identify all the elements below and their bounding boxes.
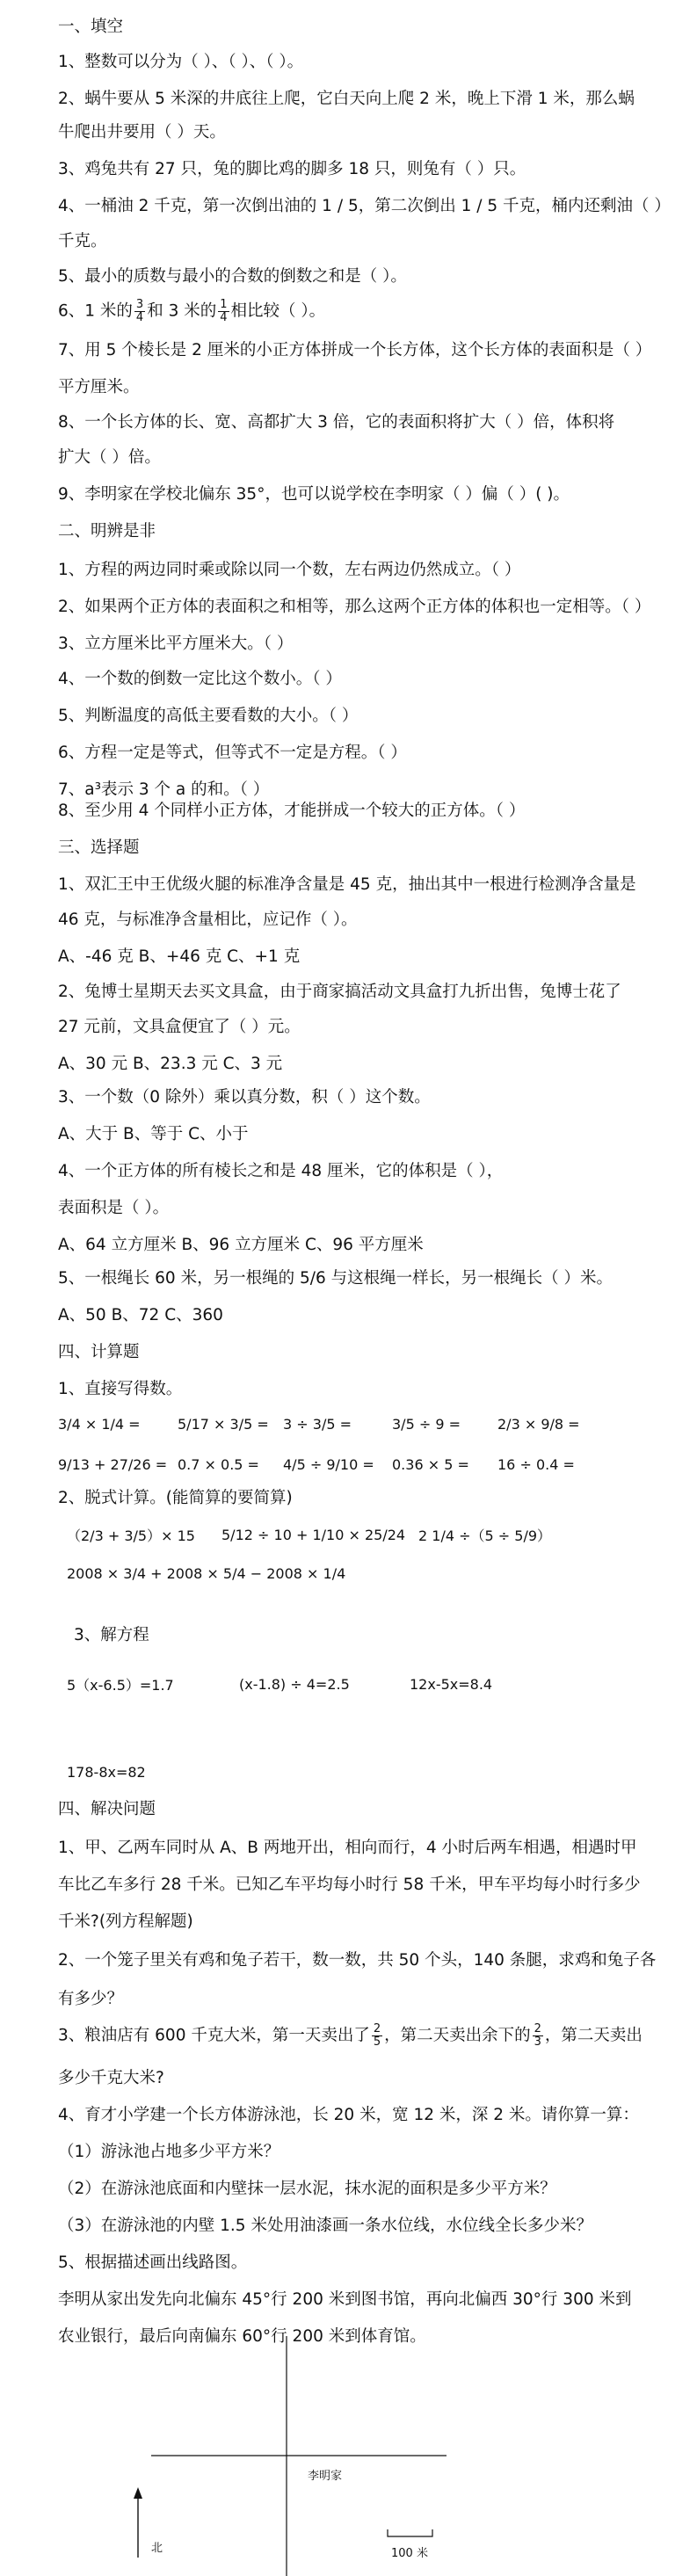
s5-q3-pre: 3、粮油店有 600 千克大米，第一天卖出了 <box>58 2026 370 2045</box>
s3-q4-options: A、64 立方厘米 B、96 立方厘米 C、96 平方厘米 <box>58 1236 424 1254</box>
s3-q1-line1: 1、双汇王中王优级火腿的标准净含量是 45 克，抽出其中一根进行检测净含量是 <box>58 875 636 894</box>
s5-q2-line1: 2、一个笼子里关有鸡和兔子若干，数一数，共 50 个头，140 条腿，求鸡和兔子各 <box>58 1951 657 1970</box>
s1-q7-line2: 平方厘米。 <box>58 378 140 396</box>
calc-item: 0.36 × 5 = <box>392 1455 469 1473</box>
s5-q4-sub1: （1）游泳池占地多少平方米？ <box>58 2143 280 2161</box>
s2-q6: 6、方程一定是等式，但等式不一定是方程。（ ） <box>58 744 407 762</box>
calc-item: 3 ÷ 3/5 = <box>283 1415 352 1433</box>
s5-q3-line2: 多少千克大米? <box>58 2069 164 2087</box>
s5-q5: 5、根据描述画出线路图。 <box>58 2253 248 2272</box>
s2-q1: 1、方程的两边同时乘或除以同一个数，左右两边仍然成立。（ ） <box>58 561 521 579</box>
s2-q7: 7、a³表示 3 个 a 的和。（ ） <box>58 780 270 799</box>
s1-q1: 1、整数可以分为（ ）、（ ）、（ ）。 <box>58 53 304 71</box>
calc-item: 0.7 × 0.5 = <box>178 1455 259 1473</box>
s3-q4-line1: 4、一个正方体的所有棱长之和是 48 厘米，它的体积是（ ）， <box>58 1162 504 1180</box>
calc-item: 5/17 × 3/5 = <box>178 1415 269 1433</box>
s2-q4: 4、一个数的倒数一定比这个数小。（ ） <box>58 670 342 688</box>
s2-q3: 3、立方厘米比平方厘米大。（ ） <box>58 635 294 653</box>
s1-q2-line2: 牛爬出井要用（ ）天。 <box>58 123 226 141</box>
s3-q2-options: A、30 元 B、23.3 元 C、3 元 <box>58 1055 283 1073</box>
expr-item: （2/3 + 3/5）× 15 <box>67 1527 195 1544</box>
s5-q1-line3: 千米?(列方程解题) <box>58 1912 193 1931</box>
s1-q4-line1: 4、一桶油 2 千克，第一次倒出油的 1 / 5，第二次倒出 1 / 5 千克，桶内还剩油（ ） <box>58 197 671 215</box>
s5-q1-line2: 车比乙车多行 28 千米。已知乙车平均每小时行 58 千米，甲车平均每小时行多少 <box>58 1876 641 1894</box>
s3-q2-line2: 27 元前，文具盒便宜了（ ）元。 <box>58 1018 301 1036</box>
s1-q6-post: 相比较（ ）。 <box>230 301 326 321</box>
fraction: $\frac{2}{3}$ <box>534 2022 541 2049</box>
calc-item: 4/5 ÷ 9/10 = <box>283 1455 374 1473</box>
fraction: $\frac{2}{5}$ <box>373 2022 381 2049</box>
s3-q1-line2: 46 克，与标准净含量相比，应记作（ ）。 <box>58 911 358 929</box>
s3-q5-options: A、50 B、72 C、360 <box>58 1306 223 1324</box>
s1-q4-line2: 千克。 <box>58 232 107 250</box>
home-label: 李明家 <box>308 2470 343 2483</box>
calc-item: 3/4 × 1/4 = <box>58 1415 141 1433</box>
equation-item: 12x-5x=8.4 <box>410 1675 493 1693</box>
s1-q5: 5、最小的质数与最小的合数的倒数之和是（ ）。 <box>58 267 407 286</box>
expr-item: 5/12 ÷ 10 + 1/10 × 25/24 <box>221 1526 406 1543</box>
s5-q3-mid: ，第二天卖出余下的 <box>384 2026 531 2045</box>
s1-q6-mid: 和 3 米的 <box>147 301 217 321</box>
calc-item: 9/13 + 27/26 = <box>58 1455 168 1473</box>
section-1-title: 一、填空 <box>58 18 124 36</box>
s3-q1-options: A、-46 克 B、+46 克 C、+1 克 <box>58 947 301 966</box>
section-3-title: 三、选择题 <box>58 838 140 857</box>
s4-sub1: 1、直接写得数。 <box>58 1380 183 1398</box>
s1-q8-line2: 扩大（ ）倍。 <box>58 448 161 467</box>
s1-q7-line1: 7、用 5 个棱长是 2 厘米的小正方体拼成一个长方体，这个长方体的表面积是（ ） <box>58 341 652 359</box>
fraction: $\frac{1}{4}$ <box>220 298 228 324</box>
s4-sub3: 3、解方程 <box>74 1626 149 1644</box>
s2-q5: 5、判断温度的高低主要看数的大小。（ ） <box>58 707 359 725</box>
expr-item: 2 1/4 ÷（5 ÷ 5/9） <box>418 1527 552 1544</box>
s5-q5-line1: 李明从家出发先向北偏东 45°行 200 米到图书馆，再向北偏西 30°行 300 米到 <box>58 2290 632 2309</box>
s2-q8: 8、至少用 4 个同样小正方体，才能拼成一个较大的正方体。（ ） <box>58 802 526 820</box>
scale-bar <box>388 2529 432 2536</box>
expr-item: 2008 × 3/4 + 2008 × 5/4 − 2008 × 1/4 <box>67 1564 346 1582</box>
s5-q4-sub2: （2）在游泳池底面和内壁抹一层水泥，抹水泥的面积是多少平方米？ <box>58 2180 556 2198</box>
s3-q4-line2: 表面积是（ ）。 <box>58 1199 170 1217</box>
north-arrow-icon <box>134 2487 142 2499</box>
s3-q5: 5、一根绳长 60 米，另一根绳的 5/6 与这根绳一样长，另一根绳长（ ）米。 <box>58 1269 613 1288</box>
section-4-title: 四、计算题 <box>58 1343 140 1361</box>
s3-q2-line1: 2、兔博士星期天去买文具盒，由于商家搞活动文具盒打九折出售，兔博士花了 <box>58 983 621 1001</box>
section-2-title: 二、明辨是非 <box>58 522 156 541</box>
calc-item: 3/5 ÷ 9 = <box>392 1415 461 1433</box>
s3-q3: 3、一个数（0 除外）乘以真分数，积（ ）这个数。 <box>58 1088 431 1107</box>
s1-q9: 9、李明家在学校北偏东 35°，也可以说学校在李明家（ ）偏（ ）( )。 <box>58 485 570 504</box>
calc-item: 16 ÷ 0.4 = <box>497 1455 575 1473</box>
s1-q6-pre: 6、1 米的 <box>58 301 133 321</box>
s1-q3: 3、鸡兔共有 27 只，兔的脚比鸡的脚多 18 只，则兔有（ ）只。 <box>58 160 526 178</box>
s4-sub2: 2、脱式计算。(能简算的要简算) <box>58 1489 293 1507</box>
s2-q2: 2、如果两个正方体的表面积之和相等，那么这两个正方体的体积也一定相等。（ ） <box>58 598 651 616</box>
s5-q5-line2: 农业银行，最后向南偏东 60°行 200 米到体育馆。 <box>58 2327 426 2346</box>
s5-q1-line1: 1、甲、乙两车同时从 A、B 两地开出，相向而行，4 小时后两车相遇，相遇时甲 <box>58 1839 637 1857</box>
s3-q3-options: A、大于 B、等于 C、小于 <box>58 1125 249 1143</box>
s5-q3-post: ，第二天卖出 <box>544 2026 643 2045</box>
s1-q2-line1: 2、蜗牛要从 5 米深的井底往上爬，它白天向上爬 2 米，晚上下滑 1 米，那么蜗 <box>58 90 635 108</box>
scale-label: 100 米 <box>391 2547 428 2560</box>
equation-item: (x-1.8) ÷ 4=2.5 <box>239 1675 350 1693</box>
s5-q4-sub3: （3）在游泳池的内壁 1.5 米处用油漆画一条水位线，水位线全长多少米？ <box>58 2217 592 2235</box>
s5-q2-line2: 有多少？ <box>58 1990 124 2008</box>
section-5-title: 四、解决问题 <box>58 1800 156 1818</box>
equation-item: 5（x-6.5）=1.7 <box>67 1676 174 1694</box>
north-label: 北 <box>151 2542 163 2555</box>
calc-item: 2/3 × 9/8 = <box>497 1415 580 1433</box>
s1-q8-line1: 8、一个长方体的长、宽、高都扩大 3 倍，它的表面积将扩大（ ）倍，体积将 <box>58 413 615 432</box>
s5-q4: 4、育才小学建一个长方体游泳池，长 20 米，宽 12 米，深 2 米。请你算一算： <box>58 2106 639 2124</box>
fraction: $\frac{3}{4}$ <box>135 298 144 324</box>
equation-item: 178-8x=82 <box>67 1763 146 1781</box>
